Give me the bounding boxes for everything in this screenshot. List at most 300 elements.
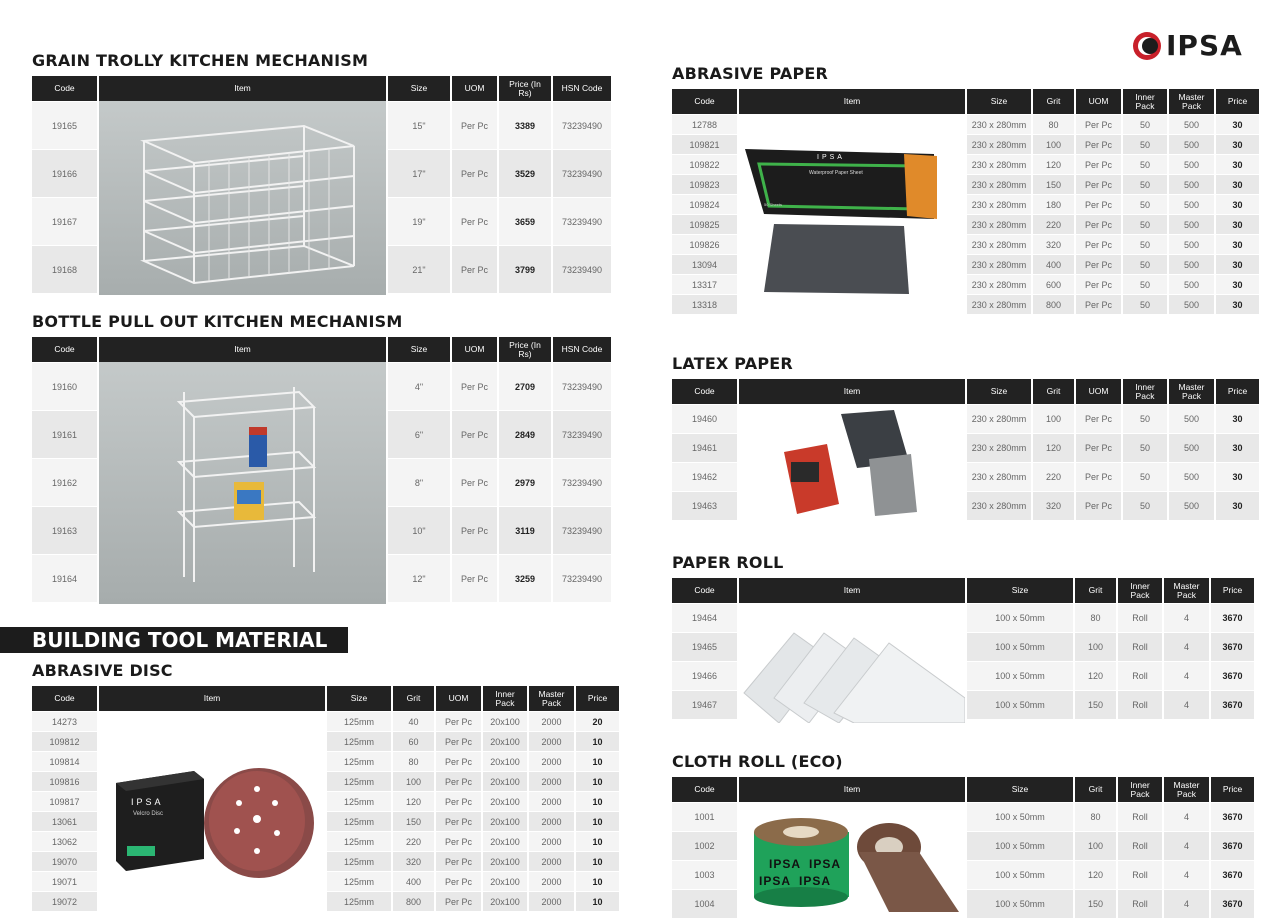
- table-cell: 1001: [672, 803, 737, 831]
- table-cell: 2849: [499, 411, 551, 458]
- table-cell: 125mm: [327, 752, 391, 771]
- code-column: [672, 405, 737, 521]
- table-cell: Per Pc: [452, 246, 497, 293]
- column-header: UOM: [436, 686, 481, 711]
- table-cell: 3670: [1211, 662, 1254, 690]
- table-cell: 17": [388, 150, 450, 197]
- table-cell: 10: [576, 872, 619, 891]
- table-cell: Per Pc: [1076, 115, 1121, 134]
- table-cell: 100 x 50mm: [967, 604, 1073, 632]
- table-cell: Roll: [1118, 633, 1162, 661]
- price-column: [576, 712, 619, 912]
- table-cell: 73239490: [553, 507, 611, 554]
- column-header: Item: [99, 76, 386, 101]
- table-cell: 3529: [499, 150, 551, 197]
- cloth-roll-title: CLOTH ROLL (ECO): [672, 752, 843, 771]
- column-header: Price: [1211, 578, 1254, 603]
- table-cell: 100 x 50mm: [967, 890, 1073, 918]
- paper-box-count: 50 Sheets: [764, 202, 783, 207]
- table-cell: 230 x 280mm: [967, 295, 1031, 314]
- table-cell: 4: [1164, 662, 1209, 690]
- table-cell: 30: [1216, 155, 1259, 174]
- table-cell: 125mm: [327, 772, 391, 791]
- column-header: Inner Pack: [1118, 777, 1162, 802]
- table-cell: 50: [1123, 295, 1167, 314]
- table-cell: 125mm: [327, 832, 391, 851]
- code-column: [672, 604, 737, 720]
- column-header: Code: [672, 89, 737, 114]
- table-cell: 73239490: [553, 102, 611, 149]
- table-cell: Roll: [1118, 662, 1162, 690]
- table-cell: 19162: [32, 459, 97, 506]
- cloth-roll-image: [739, 802, 965, 920]
- column-header: UOM: [452, 337, 497, 362]
- uom-column: [452, 102, 497, 294]
- latex-sheets-icon: [739, 404, 965, 524]
- table-cell: 20x100: [483, 732, 527, 751]
- column-header: Master Pack: [1164, 578, 1209, 603]
- price-column: [499, 102, 551, 294]
- table-cell: 20x100: [483, 752, 527, 771]
- column-header: Grit: [393, 686, 434, 711]
- bottle-pullout-title: BOTTLE PULL OUT KITCHEN MECHANISM: [32, 312, 403, 331]
- table-cell: Per Pc: [1076, 492, 1121, 520]
- table-cell: 800: [393, 892, 434, 911]
- table-cell: 150: [1075, 691, 1116, 719]
- table-cell: 500: [1169, 135, 1214, 154]
- inner-column: [1123, 115, 1167, 315]
- column-header: HSN Code: [553, 76, 611, 101]
- column-header: Price: [576, 686, 619, 711]
- table-cell: 30: [1216, 405, 1259, 433]
- paper-roll-image: [739, 603, 965, 723]
- table-cell: 13062: [32, 832, 97, 851]
- cloth-roll-brand-3: IPSA: [759, 874, 792, 888]
- table-cell: 230 x 280mm: [967, 115, 1031, 134]
- table-cell: 109822: [672, 155, 737, 174]
- table-cell: 10: [576, 892, 619, 911]
- abrasive-paper-image: [739, 114, 965, 325]
- abrasive-disc-title: ABRASIVE DISC: [32, 661, 173, 680]
- table-cell: 500: [1169, 492, 1214, 520]
- table-cell: 100 x 50mm: [967, 691, 1073, 719]
- table-cell: 50: [1123, 155, 1167, 174]
- table-header: [32, 76, 611, 101]
- table-cell: 50: [1123, 275, 1167, 294]
- price-column: [1211, 604, 1254, 720]
- table-header: [32, 337, 611, 362]
- code-column: [672, 115, 737, 315]
- column-header: Code: [672, 578, 737, 603]
- size-column: [388, 102, 450, 294]
- column-header: Code: [32, 76, 97, 101]
- table-cell: 50: [1123, 405, 1167, 433]
- abrasive-disc-image: [99, 711, 325, 920]
- table-cell: Per Pc: [436, 812, 481, 831]
- table-cell: 73239490: [553, 150, 611, 197]
- table-cell: 125mm: [327, 872, 391, 891]
- table-cell: 500: [1169, 463, 1214, 491]
- column-header: Inner Pack: [483, 686, 527, 711]
- grit-column: [1033, 115, 1074, 315]
- table-cell: 3799: [499, 246, 551, 293]
- table-cell: 14273: [32, 712, 97, 731]
- table-cell: 20x100: [483, 792, 527, 811]
- table-cell: 20x100: [483, 872, 527, 891]
- table-cell: 30: [1216, 115, 1259, 134]
- table-cell: 125mm: [327, 792, 391, 811]
- table-cell: 19467: [672, 691, 737, 719]
- table-cell: 100 x 50mm: [967, 832, 1073, 860]
- table-cell: Per Pc: [1076, 255, 1121, 274]
- column-header: Master Pack: [1169, 89, 1214, 114]
- table-cell: 230 x 280mm: [967, 215, 1031, 234]
- column-header: Code: [672, 777, 737, 802]
- table-cell: Roll: [1118, 691, 1162, 719]
- table-cell: 73239490: [553, 459, 611, 506]
- building-tool-banner: BUILDING TOOL MATERIAL: [0, 627, 348, 653]
- table-cell: 100 x 50mm: [967, 633, 1073, 661]
- column-header: Price: [1216, 89, 1259, 114]
- column-header: Size: [388, 337, 450, 362]
- master-column: [1169, 405, 1214, 521]
- column-header: Item: [739, 578, 965, 603]
- table-cell: 120: [1033, 155, 1074, 174]
- column-header: Grit: [1075, 777, 1116, 802]
- paper-box-brand: IPSA: [817, 154, 845, 161]
- table-cell: 800: [1033, 295, 1074, 314]
- table-header: [672, 89, 1259, 114]
- column-header: Price (In Rs): [499, 337, 551, 362]
- price-column: [1211, 803, 1254, 919]
- abrasive-paper-title: ABRASIVE PAPER: [672, 64, 829, 83]
- grit-column: [393, 712, 434, 912]
- hsn-column: [553, 102, 611, 294]
- table-cell: Per Pc: [452, 198, 497, 245]
- table-cell: 500: [1169, 295, 1214, 314]
- table-cell: 230 x 280mm: [967, 235, 1031, 254]
- table-cell: 230 x 280mm: [967, 175, 1031, 194]
- table-cell: Roll: [1118, 604, 1162, 632]
- size-column: [967, 405, 1031, 521]
- size-column: [388, 363, 450, 603]
- table-cell: 2000: [529, 752, 574, 771]
- column-header: Item: [739, 379, 965, 404]
- cloth-roll-brand-1: IPSA: [769, 857, 802, 871]
- disc-box-subtitle: Velcro Disc: [133, 811, 164, 817]
- table-cell: 500: [1169, 235, 1214, 254]
- table-cell: 50: [1123, 235, 1167, 254]
- column-header: Price: [1211, 777, 1254, 802]
- table-cell: 150: [1033, 175, 1074, 194]
- table-cell: 50: [1123, 115, 1167, 134]
- code-column: [672, 803, 737, 919]
- table-cell: 230 x 280mm: [967, 492, 1031, 520]
- table-cell: 10": [388, 507, 450, 554]
- table-cell: Per Pc: [452, 459, 497, 506]
- table-cell: 30: [1216, 463, 1259, 491]
- table-cell: 4: [1164, 890, 1209, 918]
- column-header: Size: [388, 76, 450, 101]
- bottle-pullout-image: [99, 362, 386, 604]
- table-cell: Roll: [1118, 890, 1162, 918]
- table-cell: 3670: [1211, 861, 1254, 889]
- table-cell: 10: [576, 732, 619, 751]
- table-cell: 120: [1033, 434, 1074, 462]
- table-cell: 13317: [672, 275, 737, 294]
- table-cell: 13094: [672, 255, 737, 274]
- disc-box-brand: IPSA: [131, 797, 164, 807]
- table-cell: 2000: [529, 892, 574, 911]
- inner-column: [1123, 405, 1167, 521]
- table-cell: 320: [393, 852, 434, 871]
- column-header: Item: [99, 337, 386, 362]
- table-cell: Per Pc: [452, 363, 497, 410]
- table-cell: Per Pc: [436, 752, 481, 771]
- table-cell: 120: [1075, 662, 1116, 690]
- hsn-column: [553, 363, 611, 603]
- column-header: Price (In Rs): [499, 76, 551, 101]
- column-header: Code: [672, 379, 737, 404]
- table-cell: 30: [1216, 195, 1259, 214]
- table-cell: 30: [1216, 492, 1259, 520]
- table-cell: Per Pc: [436, 732, 481, 751]
- table-cell: Per Pc: [436, 892, 481, 911]
- table-cell: 230 x 280mm: [967, 135, 1031, 154]
- table-cell: 50: [1123, 434, 1167, 462]
- table-cell: 4: [1164, 691, 1209, 719]
- table-header: [672, 578, 1254, 603]
- table-cell: 3670: [1211, 803, 1254, 831]
- inner-column: [1118, 803, 1162, 919]
- table-cell: 3670: [1211, 890, 1254, 918]
- table-cell: 125mm: [327, 712, 391, 731]
- table-cell: 500: [1169, 115, 1214, 134]
- latex-paper-title: LATEX PAPER: [672, 354, 793, 373]
- column-header: Grit: [1033, 379, 1074, 404]
- inner-column: [483, 712, 527, 912]
- cloth-roll-brand-2: IPSA: [809, 857, 842, 871]
- table-cell: Roll: [1118, 832, 1162, 860]
- table-cell: 10: [576, 772, 619, 791]
- table-cell: 2000: [529, 812, 574, 831]
- table-cell: 125mm: [327, 852, 391, 871]
- table-cell: Per Pc: [452, 411, 497, 458]
- table-cell: 320: [1033, 492, 1074, 520]
- table-cell: 2000: [529, 832, 574, 851]
- table-cell: Per Pc: [1076, 155, 1121, 174]
- table-cell: 19460: [672, 405, 737, 433]
- size-column: [327, 712, 391, 912]
- table-cell: 1003: [672, 861, 737, 889]
- code-column: [32, 102, 97, 294]
- table-cell: Per Pc: [1076, 195, 1121, 214]
- table-cell: 19070: [32, 852, 97, 871]
- table-cell: 125mm: [327, 892, 391, 911]
- table-cell: 19463: [672, 492, 737, 520]
- table-cell: Per Pc: [436, 792, 481, 811]
- table-cell: 2000: [529, 772, 574, 791]
- master-column: [1164, 604, 1209, 720]
- table-cell: 220: [1033, 463, 1074, 491]
- grain-trolly-title: GRAIN TROLLY KITCHEN MECHANISM: [32, 51, 369, 70]
- paper-box-icon: [739, 114, 965, 325]
- table-cell: 73239490: [553, 411, 611, 458]
- table-cell: 2979: [499, 459, 551, 506]
- table-cell: Roll: [1118, 803, 1162, 831]
- table-cell: 100: [1033, 405, 1074, 433]
- column-header: Item: [739, 89, 965, 114]
- table-cell: 230 x 280mm: [967, 405, 1031, 433]
- table-cell: 2709: [499, 363, 551, 410]
- column-header: UOM: [1076, 89, 1121, 114]
- size-column: [967, 803, 1073, 919]
- table-cell: 30: [1216, 275, 1259, 294]
- price-column: [499, 363, 551, 603]
- table-cell: 19": [388, 198, 450, 245]
- price-column: [1216, 405, 1259, 521]
- table-cell: 30: [1216, 135, 1259, 154]
- grain-trolly-image: [99, 101, 386, 295]
- table-cell: 10: [576, 752, 619, 771]
- table-cell: 12788: [672, 115, 737, 134]
- master-column: [529, 712, 574, 912]
- table-cell: 3389: [499, 102, 551, 149]
- table-cell: 8": [388, 459, 450, 506]
- table-cell: 20x100: [483, 852, 527, 871]
- column-header: Grit: [1033, 89, 1074, 114]
- table-cell: 3670: [1211, 832, 1254, 860]
- inner-column: [1118, 604, 1162, 720]
- table-cell: 20: [576, 712, 619, 731]
- column-header: Size: [967, 578, 1073, 603]
- paper-sheets-icon: [739, 603, 965, 723]
- latex-paper-image: [739, 404, 965, 524]
- table-cell: 19464: [672, 604, 737, 632]
- table-cell: 500: [1169, 195, 1214, 214]
- table-cell: 19160: [32, 363, 97, 410]
- size-column: [967, 604, 1073, 720]
- table-cell: 3670: [1211, 691, 1254, 719]
- table-cell: Per Pc: [1076, 175, 1121, 194]
- wire-basket-icon: [99, 101, 386, 295]
- table-cell: 109814: [32, 752, 97, 771]
- column-header: Item: [739, 777, 965, 802]
- table-cell: 109824: [672, 195, 737, 214]
- uom-column: [436, 712, 481, 912]
- table-cell: 600: [1033, 275, 1074, 294]
- column-header: Code: [32, 337, 97, 362]
- table-cell: 109823: [672, 175, 737, 194]
- uom-column: [452, 363, 497, 603]
- table-cell: 100: [1075, 832, 1116, 860]
- table-cell: 100: [393, 772, 434, 791]
- table-cell: 3119: [499, 507, 551, 554]
- table-cell: 125mm: [327, 732, 391, 751]
- table-cell: Per Pc: [436, 712, 481, 731]
- brand-logo: [1132, 29, 1243, 62]
- brand-name: IPSA: [1166, 29, 1243, 62]
- table-cell: 500: [1169, 434, 1214, 462]
- table-cell: 6": [388, 411, 450, 458]
- table-cell: 30: [1216, 255, 1259, 274]
- table-cell: 3670: [1211, 633, 1254, 661]
- table-cell: 1002: [672, 832, 737, 860]
- table-cell: Per Pc: [1076, 405, 1121, 433]
- table-cell: 80: [1075, 604, 1116, 632]
- table-cell: 2000: [529, 712, 574, 731]
- table-cell: 73239490: [553, 198, 611, 245]
- grit-column: [1075, 604, 1116, 720]
- table-cell: 19165: [32, 102, 97, 149]
- size-column: [967, 115, 1031, 315]
- table-cell: Per Pc: [436, 832, 481, 851]
- table-cell: 19462: [672, 463, 737, 491]
- table-cell: Roll: [1118, 861, 1162, 889]
- table-cell: 4: [1164, 633, 1209, 661]
- table-cell: 1004: [672, 890, 737, 918]
- table-cell: 30: [1216, 295, 1259, 314]
- table-cell: 10: [576, 852, 619, 871]
- table-cell: 80: [1033, 115, 1074, 134]
- table-cell: 100 x 50mm: [967, 803, 1073, 831]
- table-cell: 100 x 50mm: [967, 662, 1073, 690]
- table-cell: 30: [1216, 235, 1259, 254]
- table-cell: Per Pc: [1076, 235, 1121, 254]
- table-cell: 4: [1164, 604, 1209, 632]
- table-cell: 220: [1033, 215, 1074, 234]
- table-cell: 15": [388, 102, 450, 149]
- column-header: UOM: [1076, 379, 1121, 404]
- table-cell: 120: [393, 792, 434, 811]
- table-cell: 100: [1033, 135, 1074, 154]
- table-cell: 3670: [1211, 604, 1254, 632]
- table-cell: 120: [1075, 861, 1116, 889]
- column-header: Item: [99, 686, 325, 711]
- table-cell: 19164: [32, 555, 97, 602]
- table-cell: Per Pc: [1076, 275, 1121, 294]
- table-cell: 50: [1123, 195, 1167, 214]
- cloth-roll-brand-4: IPSA: [799, 874, 832, 888]
- table-cell: 19166: [32, 150, 97, 197]
- table-cell: 4": [388, 363, 450, 410]
- table-cell: 4: [1164, 832, 1209, 860]
- table-cell: 40: [393, 712, 434, 731]
- code-column: [32, 712, 97, 912]
- column-header: UOM: [452, 76, 497, 101]
- table-cell: 73239490: [553, 555, 611, 602]
- table-header: [672, 777, 1254, 802]
- table-cell: Per Pc: [1076, 463, 1121, 491]
- table-cell: 109817: [32, 792, 97, 811]
- column-header: Master Pack: [529, 686, 574, 711]
- table-cell: 60: [393, 732, 434, 751]
- table-cell: Per Pc: [452, 150, 497, 197]
- table-cell: 230 x 280mm: [967, 275, 1031, 294]
- table-cell: 230 x 280mm: [967, 155, 1031, 174]
- column-header: Price: [1216, 379, 1259, 404]
- table-cell: 12": [388, 555, 450, 602]
- table-cell: 109816: [32, 772, 97, 791]
- table-cell: Per Pc: [1076, 434, 1121, 462]
- bottle-rack-icon: [99, 362, 386, 604]
- table-header: [32, 686, 619, 711]
- table-cell: 50: [1123, 463, 1167, 491]
- table-cell: 500: [1169, 405, 1214, 433]
- table-cell: 400: [393, 872, 434, 891]
- table-cell: 21": [388, 246, 450, 293]
- table-cell: 2000: [529, 852, 574, 871]
